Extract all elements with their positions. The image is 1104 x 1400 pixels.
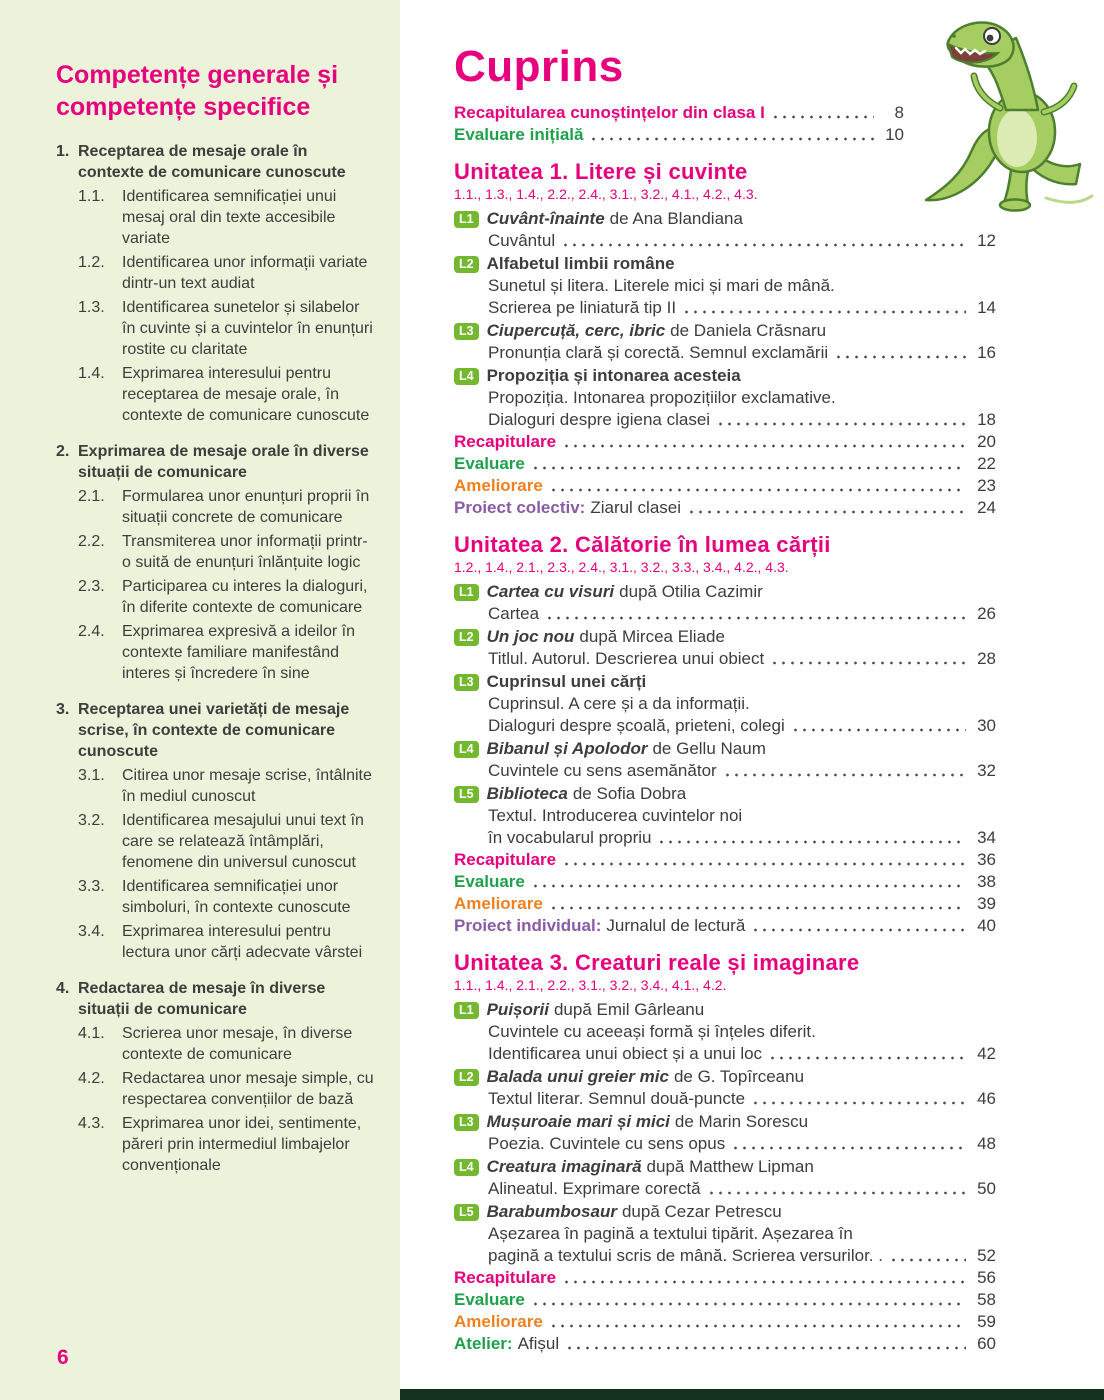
competence-item — [78, 363, 374, 426]
toc-page-number: 39 — [977, 894, 996, 913]
lesson-title-row — [454, 999, 996, 1021]
competence-group-title — [56, 978, 374, 1020]
dotted-leader — [562, 443, 966, 449]
lesson-title: Cuvânt-înainte — [486, 209, 605, 228]
lesson-description: Așezarea în pagină a textului tipărit. Așezarea în — [488, 1224, 853, 1243]
competence-item-text: Identificarea semnificației unui mesaj oral din texte accesibile variate — [122, 188, 337, 247]
unit-title: Unitatea 2. Călătorie în lumea cărții — [454, 532, 831, 557]
dotted-leader — [889, 1257, 966, 1263]
unit-competence-codes: 1.2., 1.4., 2.1., 2.3., 2.4., 3.1., 3.2., 3.3., 3.4., 4.2., 4.3. — [454, 559, 789, 575]
lesson-title: Cartea cu visuri — [486, 582, 615, 601]
dotted-leader — [549, 905, 966, 911]
lesson-description-row — [454, 342, 996, 364]
lesson-description-row — [454, 1178, 996, 1200]
competence-group-number: 2. — [56, 443, 70, 460]
lesson-description: Pronunția clară și corectă. Semnul exclamării — [488, 343, 829, 362]
dotted-leader — [545, 615, 966, 621]
toc-entry — [454, 102, 904, 124]
competence-item — [78, 576, 374, 618]
competence-item-number: 1.2. — [78, 254, 105, 271]
lesson-description-row — [454, 230, 996, 252]
competence-item-number: 3.2. — [78, 812, 105, 829]
toc-page-number: 36 — [977, 850, 996, 869]
lesson-badge: L2 — [454, 629, 479, 646]
competence-group-number: 4. — [56, 980, 70, 997]
lesson-description: Scrierea pe liniatură tip II — [488, 298, 677, 317]
dotted-leader — [770, 660, 966, 666]
lesson-description-row — [454, 1245, 996, 1267]
lesson-title-row — [454, 671, 996, 693]
lesson-description: pagină a textului scris de mână. Scrierea versurilor. . — [488, 1246, 883, 1265]
unit-section — [454, 161, 996, 519]
toc-entry — [454, 1311, 996, 1333]
competence-item-number: 3.4. — [78, 923, 105, 940]
lesson-title-row — [454, 320, 996, 342]
competence-item-text: Exprimarea unor idei, sentimente, păreri prin intermediul limbajelor convenționale — [122, 1115, 362, 1174]
toc-entry-text: Ziarul clasei — [590, 498, 682, 517]
toc-page-number: 26 — [977, 604, 996, 623]
competence-item-text: Identificarea sunetelor și silabelor în cuvinte și a cuvintelor în enunțuri rostite cu claritate — [122, 299, 373, 358]
lesson-title-row — [454, 208, 996, 230]
lesson-description: Propoziția. Intonarea propozițiilor exclamative. — [488, 388, 836, 407]
competence-item-text: Exprimarea interesului pentru receptarea de mesaje orale, în contexte de comunicare cunoscute — [122, 365, 370, 424]
toc-page-number: 32 — [977, 761, 996, 780]
lesson-byline: după Cezar Petrescu — [621, 1202, 782, 1221]
lesson-badge: L5 — [454, 786, 479, 803]
intro-entries — [454, 102, 996, 146]
lesson-description-row — [454, 297, 996, 319]
toc-entry-label: Evaluare — [454, 872, 525, 891]
lesson-byline: de Marin Sorescu — [674, 1112, 809, 1131]
lesson-byline: de Gellu Naum — [652, 739, 766, 758]
lesson-badge: L3 — [454, 1114, 479, 1131]
lesson-description-row — [454, 409, 996, 431]
lesson-description: Titlul. Autorul. Descrierea unui obiect — [488, 649, 765, 668]
competence-item-text: Exprimarea expresivă a ideilor în contexte familiare manifestând interes și încredere în sine — [122, 623, 355, 682]
lesson-description: Cartea — [488, 604, 540, 623]
lesson-title: Balada unui greier mic — [486, 1067, 669, 1086]
page-number: 6 — [57, 1346, 69, 1369]
sidebar-heading: Competențe generale și competențe specifice — [56, 61, 339, 121]
lesson-entry — [454, 365, 996, 431]
toc-entry-label: Ameliorare — [454, 476, 543, 495]
lesson-description-row — [454, 760, 996, 782]
lesson-entry — [454, 320, 996, 364]
toc-page-number: 48 — [977, 1134, 996, 1153]
lesson-entry — [454, 1111, 996, 1155]
dotted-leader — [561, 242, 966, 248]
toc-entry — [454, 871, 996, 893]
toc-entry — [454, 1289, 996, 1311]
unit-title: Unitatea 3. Creaturi reale și imaginare — [454, 950, 860, 975]
lesson-byline: după Mircea Eliade — [579, 627, 725, 646]
lesson-title-row — [454, 1201, 996, 1223]
lesson-badge: L1 — [454, 1002, 479, 1019]
lesson-description: Cuprinsul. A cere și a da informații. — [488, 694, 750, 713]
toc-page-number: 52 — [977, 1246, 996, 1265]
lesson-description: Alineatul. Exprimare corectă — [488, 1179, 701, 1198]
toc-page-number: 50 — [977, 1179, 996, 1198]
toc-entry-label: Evaluare inițială — [454, 125, 584, 144]
dotted-leader — [751, 927, 966, 933]
competence-group — [56, 978, 374, 1176]
toc-entry-text: Jurnalul de lectură — [606, 916, 746, 935]
lesson-entry — [454, 738, 996, 782]
lesson-entry — [454, 999, 996, 1065]
units — [454, 161, 996, 1355]
competence-item-number: 2.1. — [78, 488, 105, 505]
lesson-title-row — [454, 626, 996, 648]
lesson-description-row — [454, 1088, 996, 1110]
competence-group — [56, 699, 374, 963]
competence-group — [56, 141, 374, 426]
competence-group-title — [56, 141, 374, 183]
lesson-description: Textul. Introducerea cuvintelor noi — [488, 806, 743, 825]
competence-item-number: 4.1. — [78, 1025, 105, 1042]
toc-page-number: 22 — [977, 454, 996, 473]
competence-item-text: Formularea unor enunțuri proprii în situații concrete de comunicare — [122, 488, 370, 526]
lesson-byline: după Matthew Lipman — [646, 1157, 814, 1176]
toc-entry-label: Recapitularea cunoștințelor din clasa I — [454, 103, 765, 122]
competence-item — [78, 810, 374, 873]
competence-item-text: Participarea cu interes la dialoguri, în diferite contexte de comunicare — [122, 578, 368, 616]
lesson-entry — [454, 208, 996, 252]
dotted-leader — [565, 1345, 966, 1351]
dotted-leader — [531, 465, 966, 471]
dotted-leader — [682, 309, 966, 315]
competence-item — [78, 1068, 374, 1110]
competence-item — [78, 876, 374, 918]
toc-page-number: 20 — [977, 432, 996, 451]
lesson-byline: după Emil Gârleanu — [553, 1000, 705, 1019]
dotted-leader — [791, 727, 966, 733]
dotted-leader — [723, 772, 966, 778]
toc-page-number: 12 — [977, 231, 996, 250]
toc-entry-label: Evaluare — [454, 1290, 525, 1309]
toc-page-number: 46 — [977, 1089, 996, 1108]
lesson-description: în vocabularul propriu — [488, 828, 652, 847]
dotted-leader — [562, 1279, 966, 1285]
lesson-title: Un joc nou — [486, 627, 575, 646]
competence-item-number: 3.1. — [78, 767, 105, 784]
dotted-leader — [771, 114, 874, 120]
competence-groups — [56, 141, 374, 1176]
lesson-description-row — [454, 1133, 996, 1155]
toc-entry — [454, 453, 996, 475]
lesson-title: Propoziția și intonarea acesteia — [486, 366, 741, 385]
dotted-leader — [716, 421, 966, 427]
lesson-badge: L4 — [454, 1159, 479, 1176]
competence-item-text: Transmiterea unor informații printr-o suită de enunțuri înlănțuite logic — [122, 533, 368, 571]
competence-item — [78, 921, 374, 963]
competence-item-number: 4.3. — [78, 1115, 105, 1132]
dotted-leader — [834, 354, 966, 360]
toc-page-number: 40 — [977, 916, 996, 935]
toc-page-number: 59 — [977, 1312, 996, 1331]
lesson-title: Creatura imaginară — [486, 1157, 642, 1176]
lesson-byline: de G. Topîrceanu — [673, 1067, 805, 1086]
competence-item — [78, 621, 374, 684]
lesson-title-row — [454, 253, 996, 275]
toc-page-number: 24 — [977, 498, 996, 517]
competence-item-text: Exprimarea interesului pentru lectura unor cărți adecvate vârstei — [122, 923, 363, 961]
lesson-description: Identificarea unui obiect și a unui loc — [488, 1044, 763, 1063]
competence-item — [78, 186, 374, 249]
lesson-title: Barabumbosaur — [486, 1202, 617, 1221]
dotted-leader — [531, 883, 966, 889]
lesson-title: Puișorii — [486, 1000, 549, 1019]
lesson-badge: L2 — [454, 256, 479, 273]
toc-entry-text: Afișul — [517, 1334, 560, 1353]
competence-item-number: 1.4. — [78, 365, 105, 382]
lesson-title-row — [454, 1066, 996, 1088]
competence-item-text: Redactarea unor mesaje simple, cu respectarea convențiilor de bază — [122, 1070, 374, 1108]
lesson-title-row — [454, 783, 996, 805]
lesson-byline: de Ana Blandiana — [609, 209, 743, 228]
lesson-badge: L2 — [454, 1069, 479, 1086]
lesson-badge: L4 — [454, 741, 479, 758]
competence-item-text: Identificarea unor informații variate dintr-un text audiat — [122, 254, 368, 292]
toc-entry — [454, 431, 996, 453]
contents-page — [400, 0, 1104, 1400]
lesson-entry — [454, 1201, 996, 1267]
lesson-description: Cuvintele cu sens asemănător — [488, 761, 717, 780]
lesson-title: Ciupercuță, cerc, ibric — [486, 321, 666, 340]
competence-item-text: Identificarea mesajului unui text în care se relatează întâmplări, fenomene din universul cunoscut — [122, 812, 364, 871]
lesson-title-row — [454, 581, 996, 603]
unit-competence-codes: 1.1., 1.3., 1.4., 2.2., 2.4., 3.1., 3.2., 4.1., 4.2., 4.3. — [454, 186, 758, 202]
competence-item-text: Scrierea unor mesaje, în diverse contexte de comunicare — [122, 1025, 353, 1063]
lesson-badge: L3 — [454, 323, 479, 340]
dotted-leader — [589, 136, 874, 142]
toc-page-number: 42 — [977, 1044, 996, 1063]
toc-entry — [454, 915, 996, 937]
competences-sidebar — [0, 0, 400, 1400]
lesson-entry — [454, 783, 996, 849]
lesson-description-row — [454, 715, 996, 737]
dotted-leader — [768, 1055, 966, 1061]
unit-section — [454, 534, 996, 937]
dotted-leader — [751, 1100, 966, 1106]
unit-section — [454, 952, 996, 1355]
competence-item-number: 2.4. — [78, 623, 105, 640]
competence-item — [78, 1113, 374, 1176]
toc-entry — [454, 124, 904, 146]
lesson-title-row — [454, 1156, 996, 1178]
unit-title: Unitatea 1. Litere și cuvinte — [454, 159, 748, 184]
toc-page-number: 18 — [977, 410, 996, 429]
competence-group-text: Receptarea de mesaje orale în contexte de comunicare cunoscute — [78, 143, 346, 181]
dotted-leader — [531, 1301, 966, 1307]
toc-entry — [454, 475, 996, 497]
toc-entry-label: Proiect individual: — [454, 916, 602, 935]
toc-page-number: 30 — [977, 716, 996, 735]
dotted-leader — [549, 487, 966, 493]
lesson-entry — [454, 1066, 996, 1110]
toc-page-number: 34 — [977, 828, 996, 847]
lesson-byline: de Daniela Crăsnaru — [670, 321, 827, 340]
competence-group-text: Redactarea de mesaje în diverse situații de comunicare — [78, 980, 326, 1018]
toc-entry-label: Recapitulare — [454, 432, 557, 451]
lesson-badge: L5 — [454, 1204, 479, 1221]
competence-group-number: 3. — [56, 701, 70, 718]
competence-item — [78, 252, 374, 294]
lesson-byline: de Sofia Dobra — [572, 784, 687, 803]
contents-title: Cuprins — [454, 42, 624, 91]
toc-page-number: 56 — [977, 1268, 996, 1287]
toc-page-number: 14 — [977, 298, 996, 317]
lesson-entry — [454, 1156, 996, 1200]
competence-item-number: 3.3. — [78, 878, 105, 895]
lesson-description: Textul literar. Semnul două-puncte — [488, 1089, 746, 1108]
lesson-title-row — [454, 1111, 996, 1133]
lesson-title-row — [454, 738, 996, 760]
competence-item-number: 1.3. — [78, 299, 105, 316]
competence-item — [78, 531, 374, 573]
lesson-badge: L1 — [454, 211, 479, 228]
lesson-byline: după Otilia Cazimir — [619, 582, 763, 601]
lesson-description: Dialoguri despre școală, prieteni, colegi — [488, 716, 785, 735]
lesson-description: Cuvintele cu aceeași formă și înțeles diferit. — [488, 1022, 816, 1041]
unit-competence-codes: 1.1., 1.4., 2.1., 2.2., 3.1., 3.2., 3.4., 4.1., 4.2. — [454, 977, 727, 993]
lesson-entry — [454, 581, 996, 625]
lesson-title: Cuprinsul unei cărți — [486, 672, 647, 691]
dinosaur-illustration — [918, 16, 1100, 216]
competence-group-number: 1. — [56, 143, 70, 160]
lesson-description-row — [454, 1043, 996, 1065]
lesson-badge: L1 — [454, 584, 479, 601]
dotted-leader — [731, 1145, 966, 1151]
toc-page-number: 16 — [977, 343, 996, 362]
toc-entry-label: Atelier: — [454, 1334, 513, 1353]
competence-group-text: Receptarea unei varietăți de mesaje scrise, în contexte de comunicare cunoscute — [78, 701, 350, 760]
dotted-leader — [707, 1190, 966, 1196]
lesson-title-row — [454, 365, 996, 387]
lesson-title: Biblioteca — [486, 784, 568, 803]
dotted-leader — [562, 861, 966, 867]
lesson-description-row — [454, 603, 996, 625]
competence-item — [78, 297, 374, 360]
competence-group-title — [56, 441, 374, 483]
toc-page-number: 8 — [894, 103, 904, 122]
toc-entry — [454, 1333, 996, 1355]
competence-item-number: 4.2. — [78, 1070, 105, 1087]
toc-page-number: 60 — [977, 1334, 996, 1353]
footer-bar — [400, 1389, 1104, 1400]
competence-item-text: Citirea unor mesaje scrise, întâlnite în mediul cunoscut — [122, 767, 372, 805]
toc-entry — [454, 497, 996, 519]
competence-item-text: Identificarea semnificației unor simboluri, în contexte cunoscute — [122, 878, 351, 916]
competence-item-number: 2.3. — [78, 578, 105, 595]
competence-item — [78, 1023, 374, 1065]
lesson-entry — [454, 253, 996, 319]
lesson-badge: L4 — [454, 368, 479, 385]
lesson-description: Cuvântul — [488, 231, 556, 250]
lesson-description-row — [454, 648, 996, 670]
competence-group-title — [56, 699, 374, 762]
toc-page-number: 23 — [977, 476, 996, 495]
lesson-badge: L3 — [454, 674, 479, 691]
lesson-title: Alfabetul limbii române — [486, 254, 675, 273]
competence-item-number: 1.1. — [78, 188, 105, 205]
toc-entry — [454, 1267, 996, 1289]
toc-entry-label: Recapitulare — [454, 1268, 557, 1287]
lesson-title: Bibanul și Apolodor — [486, 739, 648, 758]
competence-item — [78, 765, 374, 807]
lesson-title: Mușuroaie mari și mici — [486, 1112, 670, 1131]
competence-item-number: 2.2. — [78, 533, 105, 550]
toc-page-number: 28 — [977, 649, 996, 668]
toc-entry-label: Ameliorare — [454, 894, 543, 913]
toc-entry-label: Ameliorare — [454, 1312, 543, 1331]
toc-entry — [454, 849, 996, 871]
dotted-leader — [657, 839, 966, 845]
competence-item — [78, 486, 374, 528]
lesson-description-row — [454, 827, 996, 849]
lesson-description: Poezia. Cuvintele cu sens opus — [488, 1134, 726, 1153]
toc-entry-label: Evaluare — [454, 454, 525, 473]
lesson-description: Dialoguri despre igiena clasei — [488, 410, 711, 429]
lesson-description: Sunetul și litera. Literele mici și mari de mână. — [488, 276, 835, 295]
toc-entry-label: Proiect colectiv: — [454, 498, 586, 517]
competence-group — [56, 441, 374, 684]
competence-group-text: Exprimarea de mesaje orale în diverse situații de comunicare — [78, 443, 369, 481]
toc-entry — [454, 893, 996, 915]
lesson-entry — [454, 626, 996, 670]
lesson-entry — [454, 671, 996, 737]
toc-entry-label: Recapitulare — [454, 850, 557, 869]
toc-page-number: 10 — [885, 125, 904, 144]
toc-page-number: 38 — [977, 872, 996, 891]
toc-page-number: 58 — [977, 1290, 996, 1309]
dotted-leader — [687, 509, 966, 515]
dotted-leader — [549, 1323, 966, 1329]
